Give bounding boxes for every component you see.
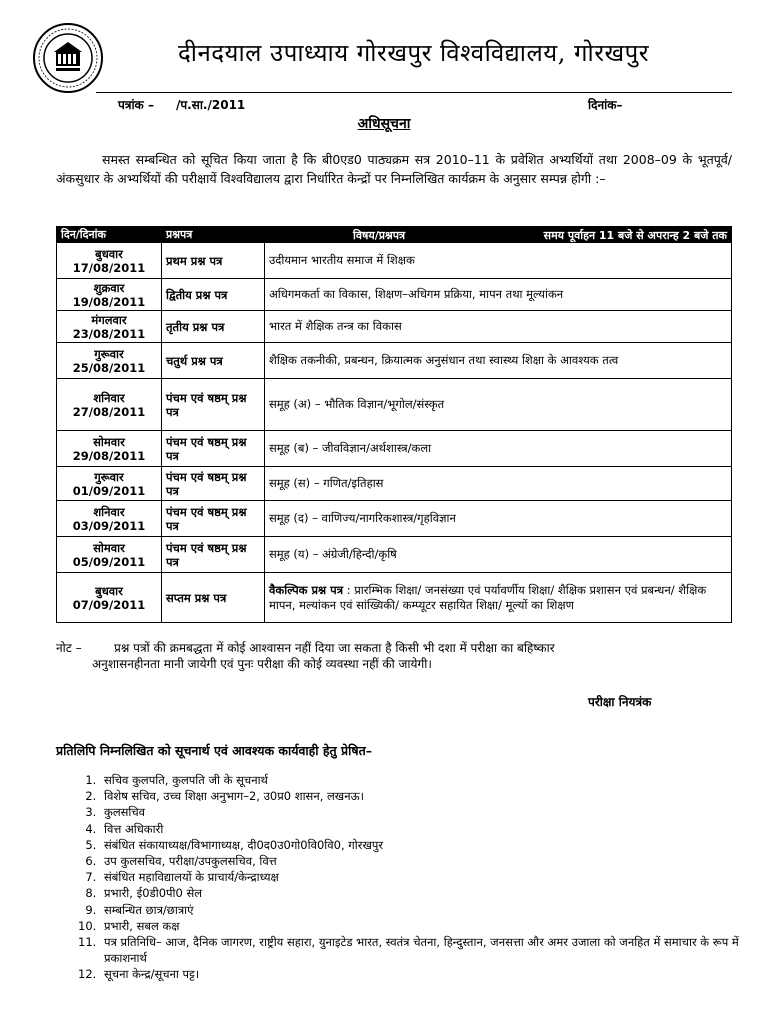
row-subject-text: समूह (अ) – भौतिक विज्ञान/भूगोल/संस्कृत (269, 397, 445, 411)
table-header-row (57, 227, 732, 243)
row-paper: पंचम एवं षष्ठम् प्रश्न पत्र (162, 467, 265, 501)
list-item: 2. विशेष सचिव, उच्च शिक्षा अनुभाग–2, उ0प्र0 शासन, लखनऊ। (100, 788, 750, 804)
ref-suffix: /प.सा./2011 (175, 98, 246, 112)
row-paper: तृतीय प्रश्न पत्र (162, 311, 265, 343)
row-date: 03/09/2011 (72, 518, 146, 533)
table-row (57, 431, 732, 467)
row-subject-text: समूह (स) – गणित/इतिहास (269, 476, 384, 490)
header-subject: विषय/प्रश्नपत्र (353, 229, 406, 242)
header-paper: प्रश्नपत्र (162, 227, 265, 243)
list-item: 4. वित्त अधिकारी (100, 821, 750, 837)
row-subject (265, 537, 732, 573)
row-date: 01/09/2011 (72, 483, 146, 498)
list-item: 10. प्रभारी, सबल कक्ष (100, 918, 750, 934)
exam-controller-signature: परीक्षा नियत्रंक (588, 695, 652, 709)
table-row (57, 343, 732, 379)
row-day: मंगलवार (91, 312, 127, 327)
row-day-date (57, 431, 162, 467)
row-subject (265, 343, 732, 379)
row-subject-bold: वैकल्पिक प्रश्न पत्र (269, 582, 344, 597)
table-row (57, 311, 732, 343)
row-paper: सप्तम प्रश्न पत्र (162, 573, 265, 623)
ref-label: पत्रांक – (118, 98, 154, 112)
row-day: सोमवार (93, 540, 125, 555)
row-date: 27/08/2011 (72, 404, 146, 419)
row-subject (265, 467, 732, 501)
row-date: 07/09/2011 (72, 597, 146, 612)
row-paper: चतुर्थ प्रश्न पत्र (162, 343, 265, 379)
note-text-line1: प्रश्न पत्रों की क्रमबद्धता में कोई आश्वासन नहीं दिया जा सकता है किसी भी दशा में परीक्षा का बहिष्कार (114, 641, 555, 655)
header-rule (96, 92, 732, 93)
table-row (57, 501, 732, 537)
row-subject-text: अधिगमकर्ता का विकास, शिक्षण–अधिगम प्रक्रिया, मापन तथा मूल्यांकन (269, 287, 564, 301)
row-subject (265, 431, 732, 467)
copy-list (78, 772, 750, 983)
row-subject (265, 379, 732, 431)
row-subject-text: समूह (ब) – जीवविज्ञान/अर्थशास्त्र/कला (269, 441, 432, 455)
row-day-date (57, 573, 162, 623)
row-paper: प्रथम प्रश्न पत्र (162, 243, 265, 279)
header-time: समय पूर्वाहन 11 बजे से अपरान्ह 2 बजे तक (543, 229, 727, 242)
row-day: शनिवार (93, 504, 125, 519)
row-day-date (57, 279, 162, 311)
row-day: गुरूवार (94, 469, 124, 484)
list-item: 8. प्रभारी, ई0डी0पी0 सेल (100, 885, 750, 901)
row-subject-text: समूह (य) – अंग्रेजी/हिन्दी/कृषि (269, 547, 397, 561)
note-label: नोट – (56, 641, 82, 655)
row-day-date (57, 243, 162, 279)
row-date: 17/08/2011 (72, 260, 146, 275)
list-item: 7. संबंधित महाविद्यालयों के प्राचार्य/केन्द्राध्यक्ष (100, 869, 750, 885)
row-subject (265, 311, 732, 343)
row-day-date (57, 467, 162, 501)
row-subject-text: शैक्षिक तकनीकी, प्रबन्धन, क्रियात्मक अनुसंधान तथा स्वास्थ्य शिक्षा के आवश्यक तत्व (269, 353, 619, 367)
notice-title: अधिसूचना (357, 116, 411, 132)
list-item: 3. कुलसचिव (100, 804, 750, 820)
row-date: 19/08/2011 (72, 294, 146, 309)
list-item: 6. उप कुलसचिव, परीक्षा/उपकुलसचिव, वित्त (100, 853, 750, 869)
row-date: 29/08/2011 (72, 448, 146, 463)
row-subject-text: भारत में शैक्षिक तन्त्र का विकास (269, 319, 402, 333)
row-day: गुरूवार (94, 346, 124, 361)
row-date: 23/08/2011 (72, 326, 146, 341)
row-day: बुधवार (95, 583, 123, 598)
row-paper: पंचम एवं षष्ठम् प्रश्न पत्र (162, 537, 265, 573)
table-row (57, 467, 732, 501)
row-date: 05/09/2011 (72, 554, 146, 569)
table-row (57, 243, 732, 279)
row-subject-text: उदीयमान भारतीय समाज में शिक्षक (269, 253, 415, 267)
row-paper: पंचम एवं षष्ठम् प्रश्न पत्र (162, 379, 265, 431)
row-day-date (57, 379, 162, 431)
table-row (57, 379, 732, 431)
header-subject-time (265, 227, 732, 243)
university-title: दीनदयाल उपाध्याय गोरखपुर विश्वविद्यालय, गोरखपुर (178, 39, 650, 67)
row-date: 25/08/2011 (72, 360, 146, 375)
list-item: 12. सूचना केन्द्र/सूचना पट्ट। (100, 966, 750, 982)
list-item: 11. पत्र प्रतिनिधि– आज, दैनिक जागरण, राष्ट्रीय सहारा, युनाइटेड भारत, स्वतंत्र चेतना, हिन्दुस्तान, जनसत्ता और अमर उजाला को जनहित में समाचार के रूप में प्रकाशनार्थ (100, 934, 750, 966)
row-subject (265, 573, 732, 623)
date-label: दिनांक– (588, 98, 623, 112)
row-subject-text: : प्रारम्भिक शिक्षा/ जनसंख्या एवं पर्यावर्णीय शिक्षा/ शैक्षिक प्रशासन एवं प्रबन्धन/ शैक्षिक मापन, मल्यांकन एवं सांख्यिकी/ कम्प्यूटर सहायित शिक्षा/ मूल्यों का शिक्षण (269, 582, 707, 612)
intro-paragraph: समस्त सम्बन्धित को सूचित किया जाता है कि बी0एड0 पाठ्यक्रम सत्र 2010–11 के प्रवेशित अभ्यर्थियों तथा 2008–09 के भूतपूर्व/अंकसुधार के अभ्यर्थियों की परीक्षायें विश्वविद्यालय द्वारा निर्धारित केन्द्रों पर निम्नलिखित कार्यक्रम के अनुसार सम्पन्न होगी :– (56, 152, 732, 186)
row-subject-text: समूह (द) – वाणिज्य/नागरिकशास्त्र/गृहविज्ञान (269, 511, 456, 525)
row-day: शुक्रवार (93, 280, 125, 295)
row-day-date (57, 311, 162, 343)
row-subject (265, 501, 732, 537)
table-row (57, 537, 732, 573)
row-day: सोमवार (93, 434, 125, 449)
table-row (57, 279, 732, 311)
table-row (57, 573, 732, 623)
header-day: दिन/दिनांक (57, 227, 162, 243)
exam-schedule-table (56, 226, 732, 623)
copy-heading: प्रतिलिपि निम्नलिखित को सूचनार्थ एवं आवश्यक कार्यवाही हेतु प्रेषित– (56, 743, 372, 758)
row-day-date (57, 343, 162, 379)
reference-number (118, 96, 245, 113)
row-subject (265, 243, 732, 279)
row-day-date (57, 537, 162, 573)
list-item: 1. सचिव कुलपति, कुलपति जी के सूचनार्थ (100, 772, 750, 788)
row-day-date (57, 501, 162, 537)
university-seal-logo (32, 22, 104, 94)
row-day: बुधवार (95, 246, 123, 261)
row-paper: पंचम एवं षष्ठम् प्रश्न पत्र (162, 431, 265, 467)
row-day: शनिवार (93, 390, 125, 405)
row-paper: द्वितीय प्रश्न पत्र (162, 279, 265, 311)
note (56, 640, 732, 672)
note-text-line2: अनुशासनहीनता मानी जायेगी एवं पुनः परीक्षा की कोई व्यवस्था नहीं की जायेगी। (92, 657, 432, 671)
row-subject (265, 279, 732, 311)
list-item: 9. सम्बन्धित छात्र/छात्राएं (100, 902, 750, 918)
list-item: 5. संबंधित संकायाध्यक्ष/विभागाध्यक्ष, दी0द0उ0गो0वि0वि0, गोरखपुर (100, 837, 750, 853)
row-paper: पंचम एवं षष्ठम् प्रश्न पत्र (162, 501, 265, 537)
